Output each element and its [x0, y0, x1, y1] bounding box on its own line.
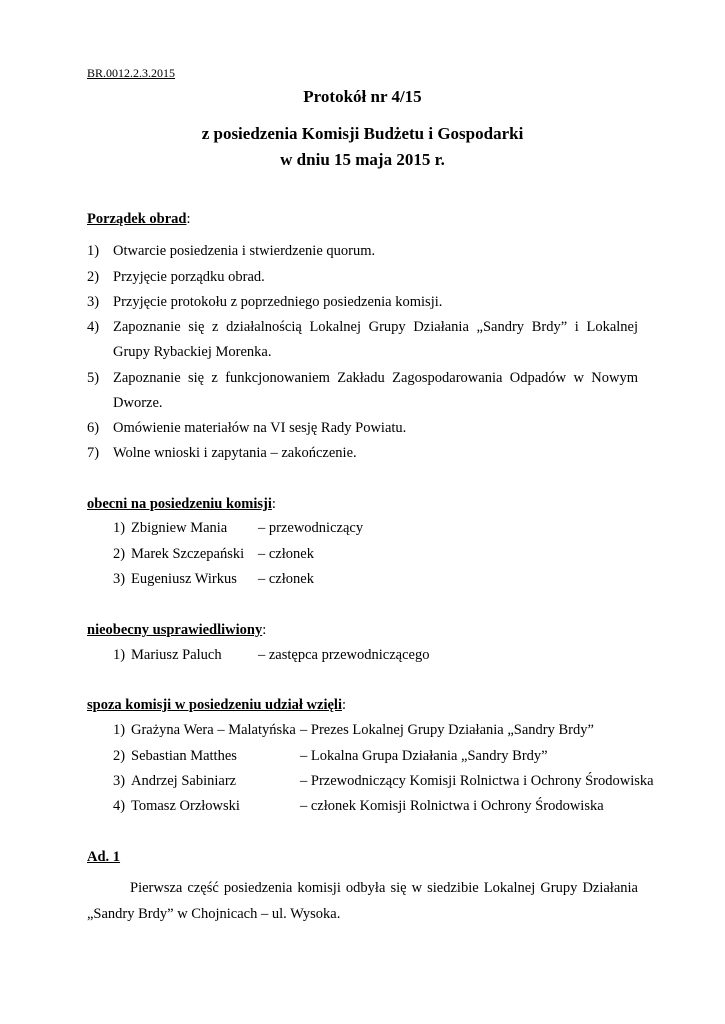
document-subtitle-line: w dniu 15 maja 2015 r.: [280, 150, 445, 169]
member-number: 1): [113, 520, 126, 537]
guest-number: 1): [113, 722, 126, 739]
member-row: [113, 542, 363, 567]
agenda-item-line: Zapoznanie się z funkcjonowaniem Zakładu Zagospodarowania Odpadów w Nowym: [113, 369, 638, 386]
guest-role: – Przewodniczący Komisji Rolnictwa i Ochrony Środowiska: [300, 772, 654, 789]
guests-heading-suffix: :: [341, 697, 347, 714]
agenda-item-text: [113, 265, 638, 290]
guest-number: 4): [113, 798, 126, 815]
agenda-item-number: 4): [87, 319, 100, 336]
guest-row: [113, 744, 654, 769]
document-reference-number: BR.0012.2.3.2015: [87, 66, 176, 80]
agenda-item: [87, 239, 638, 264]
guests-heading: [87, 693, 346, 718]
guest-row: [113, 718, 654, 743]
agenda-item-line: Przyjęcie protokołu z poprzedniego posiedzenia komisji.: [113, 293, 443, 310]
agenda-item-line: Przyjęcie porządku obrad.: [113, 268, 265, 285]
member-role: – członek: [258, 545, 314, 562]
agenda-item-line: Grupy Rybackiej Morenka.: [113, 344, 272, 361]
present-heading: [87, 492, 276, 517]
guest-name: Andrzej Sabiniarz: [131, 772, 237, 789]
paragraph-line: „Sandry Brdy” w Chojnicach – ul. Wysoka.: [87, 905, 341, 922]
present-members-list: [113, 516, 363, 592]
absent-heading-suffix: :: [262, 622, 267, 639]
guest-role: – Lokalna Grupa Działania „Sandry Brdy”: [300, 747, 548, 764]
member-name: Eugeniusz Wirkus: [131, 570, 237, 587]
document-subtitle-line: z posiedzenia Komisji Budżetu i Gospodarki: [201, 124, 524, 143]
ad1-heading-label: Ad. 1: [87, 849, 121, 866]
agenda-item-line: Otwarcie posiedzenia i stwierdzenie quorum.: [113, 243, 376, 260]
guest-role: – Prezes Lokalnej Grupy Działania „Sandry Brdy”: [300, 722, 594, 739]
agenda-item: [87, 441, 638, 466]
guests-list: [113, 718, 654, 819]
guest-name: Grażyna Wera – Malatyńska: [131, 722, 296, 739]
agenda-item-number: 5): [87, 369, 100, 386]
guest-number: 2): [113, 747, 126, 764]
absent-heading-label: nieobecny usprawiedliwiony: [87, 622, 263, 639]
member-name: Marek Szczepański: [131, 545, 245, 562]
member-role: – przewodniczący: [258, 520, 364, 537]
absent-members-list: [113, 643, 429, 668]
agenda-item-line: Omówienie materiałów na VI sesję Rady Powiatu.: [113, 420, 407, 437]
agenda-item: [87, 416, 638, 441]
agenda-heading-suffix: :: [186, 211, 191, 228]
agenda-item-number: 3): [87, 293, 100, 310]
agenda-item-text: [113, 416, 638, 441]
guest-row: [113, 794, 654, 819]
member-role: – członek: [258, 570, 314, 587]
ad1-paragraph: [87, 876, 638, 927]
agenda-item-text: [113, 315, 638, 366]
member-number: 2): [113, 545, 126, 562]
agenda-item-text: [113, 239, 638, 264]
member-row: [113, 516, 363, 541]
member-number: 3): [113, 570, 126, 587]
member-row: [113, 643, 429, 668]
ad1-heading: [87, 845, 120, 870]
present-heading-suffix: :: [271, 496, 276, 513]
guest-name: Sebastian Matthes: [131, 747, 237, 764]
guest-role: – członek Komisji Rolnictwa i Ochrony Środowiska: [300, 798, 604, 815]
agenda-item-text: [113, 366, 638, 417]
member-name: Mariusz Paluch: [131, 647, 222, 664]
agenda-item: [87, 265, 638, 290]
guest-name: Tomasz Orzłowski: [131, 798, 240, 815]
present-heading-label: obecni na posiedzeniu komisji: [87, 496, 272, 513]
agenda-item-number: 7): [87, 445, 100, 462]
agenda-list: [87, 239, 638, 466]
agenda-heading-label: Porządek obrad: [87, 211, 187, 228]
member-name: Zbigniew Mania: [131, 520, 228, 537]
agenda-item-line: Dworze.: [113, 394, 163, 411]
agenda-item: [87, 366, 638, 417]
agenda-item-line: Zapoznanie się z działalnością Lokalnej Grupy Działania „Sandry Brdy” i Lokalnej: [113, 319, 638, 336]
agenda-item-number: 2): [87, 268, 100, 285]
agenda-item-line: Wolne wnioski i zapytania – zakończenie.: [113, 445, 357, 462]
guest-number: 3): [113, 772, 126, 789]
agenda-heading: [87, 207, 191, 232]
agenda-item: [87, 315, 638, 366]
document-title: Protokół nr 4/15: [303, 87, 422, 106]
agenda-item-text: [113, 290, 638, 315]
guest-row: [113, 769, 654, 794]
member-role: – zastępca przewodniczącego: [258, 647, 430, 664]
agenda-item-number: 6): [87, 420, 100, 437]
absent-heading: [87, 618, 266, 643]
guests-heading-label: spoza komisji w posiedzeniu udział wzięli: [87, 697, 342, 714]
agenda-item-number: 1): [87, 243, 100, 260]
member-number: 1): [113, 647, 126, 664]
paragraph-line: Pierwsza część posiedzenia komisji odbyła się w siedzibie Lokalnej Grupy Działania: [130, 880, 638, 897]
agenda-item: [87, 290, 638, 315]
agenda-item-text: [113, 441, 638, 466]
member-row: [113, 567, 363, 592]
